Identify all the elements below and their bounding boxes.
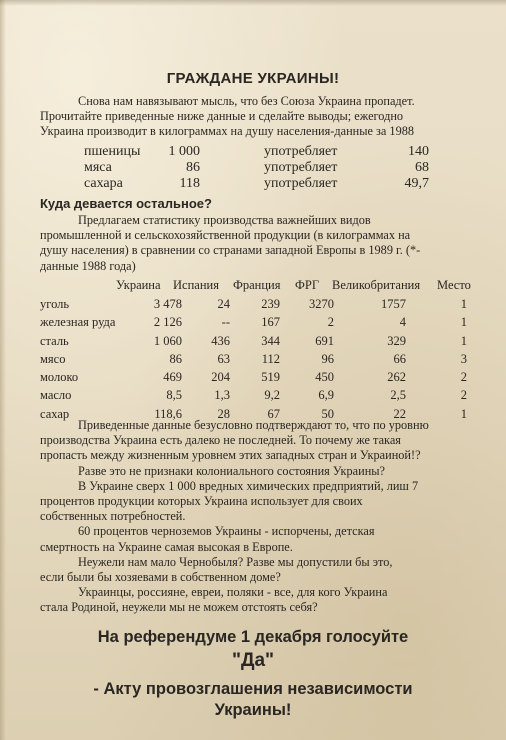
consumption-product: пшеницы [84, 144, 141, 159]
stats-intro-line: промышленной и сельскохозяйственной продукции (в килограммах на [40, 228, 411, 243]
table-row: железная руда 2 126 -- 167 2 4 1 [40, 313, 480, 331]
stats-intro-paragraph [40, 213, 480, 274]
table-row-label: железная руда [40, 315, 116, 330]
production-table [40, 295, 480, 423]
stats-intro-line: душу населения) в сравнении со странами западной Европы в 1989 г. (*- [40, 243, 421, 258]
consumption-verb: употребляет [264, 176, 338, 191]
consumption-verb: употребляет [264, 160, 338, 175]
consumption-row: мяса 86 употребляет 68 [84, 160, 429, 175]
table-row-label: масло [40, 388, 72, 403]
closing-call: На референдуме 1 декабря голосуйте [97, 628, 409, 646]
consumption-product: мяса [84, 160, 112, 175]
closing-yes: "Да" [231, 650, 275, 671]
table-row-label: сталь [40, 333, 69, 348]
stats-intro-line: данные 1988 года) [40, 258, 136, 273]
column-header: Франция [233, 278, 281, 292]
body-line: В Украине сверх 1 000 вредных химических предприятий, лиш 7 [78, 478, 419, 493]
consumption-verb: употребляет [264, 144, 338, 159]
body-line: если были бы хозяевами в собственном доме? [40, 570, 281, 585]
body-line: Неужели нам мало Чернобыля? Разве мы допустили бы это, [78, 554, 393, 569]
consumption-list [84, 144, 444, 192]
closing-ukraine: Украины! [214, 701, 292, 719]
consumption-row: сахара 118 употребляет 49,7 [84, 176, 429, 191]
body-line: производства Украина есть далеко не последней. То почему же такая [40, 433, 401, 448]
table-row: уголь 3 478 24 239 3270 1757 1 [40, 295, 480, 313]
section-question: Куда девается остальное? [40, 196, 212, 211]
table-row: мясо 86 63 112 96 66 3 [40, 350, 480, 368]
body-line: Украинцы, россияне, евреи, поляки - все, для кого Украина [78, 585, 388, 600]
column-header: Испания [173, 278, 219, 292]
column-header: ФРГ [295, 278, 320, 292]
body-line: процентов продукции которых Украина использует для своих [40, 494, 363, 509]
table-row: молоко 469 204 519 450 262 2 [40, 368, 480, 386]
intro-line: Украина производит в килограммах на душу населения-данные за 1988 [40, 124, 415, 139]
consumption-row: пшеницы 1 000 употребляет 140 [84, 144, 429, 159]
intro-paragraph [40, 94, 480, 140]
closing-act: - Акту провозглашения независимости [93, 680, 413, 698]
table-row: масло 8,5 1,3 9,2 6,9 2,5 2 [40, 386, 480, 404]
body-line: собственных потребностей. [40, 509, 186, 524]
body-line: 60 процентов черноземов Украины - испорчены, детская [78, 524, 375, 539]
body-line: смертность на Украине самая высокая в Европе. [40, 539, 293, 554]
table-row-label: мясо [40, 351, 66, 366]
body-line: Разве это не признаки колониального состояния Украины? [78, 463, 385, 478]
body-text [40, 418, 480, 616]
column-header: Место [437, 278, 471, 292]
body-line: стала Родиной, неужели мы не можем отстоять себя? [40, 600, 318, 615]
table-row: сталь 1 060 436 344 691 329 1 [40, 332, 480, 350]
table-row: сахар 118,6 28 67 50 22 1 [40, 405, 480, 423]
body-line: Приведенные данные безусловно подтверждают то, что по уровню [78, 418, 429, 432]
table-row-label: уголь [40, 297, 70, 311]
column-header: Великобритания [332, 278, 421, 292]
table-row-label: молоко [40, 370, 79, 385]
consumption-product: сахара [84, 176, 123, 191]
body-line: пропасть между жизненным уровнем этих западных стран и Украиной!? [40, 448, 421, 463]
intro-line: Снова нам навязывают мысль, что без Союза Украина пропадет. [78, 94, 415, 108]
leaflet-title: ГРАЖДАНЕ УКРАИНЫ! [166, 70, 340, 87]
intro-line: Прочитайте приведенные ниже данные и сделайте выводы; ежегодно [40, 109, 404, 124]
table-row-label: сахар [40, 406, 70, 421]
stats-intro-line: Предлагаем статистику производства важнейших видов [78, 213, 371, 227]
column-header: Украина [116, 278, 161, 292]
